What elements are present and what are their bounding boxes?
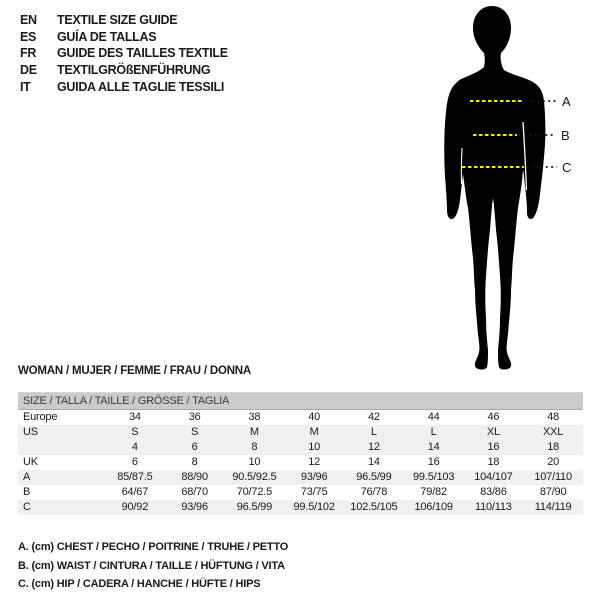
size-cell: 4 xyxy=(131,441,138,453)
size-cell: 85/87.5 xyxy=(117,471,153,483)
lang-text: TEXTILE SIZE GUIDE xyxy=(57,13,178,28)
size-cell: 93/96 xyxy=(181,501,208,513)
legend-hip: C. (cm) HIP / CADERA / HANCHE / HÜFTE / HIPS xyxy=(18,578,261,590)
size-cell: M xyxy=(309,426,319,438)
size-cell: S xyxy=(131,426,139,438)
lang-row-es xyxy=(20,29,228,46)
size-cell: 99.5/103 xyxy=(413,471,455,483)
size-cell: 83/86 xyxy=(480,486,507,498)
lang-row-en xyxy=(20,12,228,29)
size-cell: 87/90 xyxy=(539,486,567,498)
size-cell: 12 xyxy=(367,441,380,453)
size-cell: 12 xyxy=(308,456,321,468)
lang-code: DE xyxy=(20,63,37,78)
size-cell: 110/113 xyxy=(475,501,512,513)
table-row-chest xyxy=(18,470,583,485)
size-cell: 114/119 xyxy=(534,501,572,513)
table-row-hip xyxy=(18,500,583,515)
lang-text: TEXTILGRÖßENFÜHRUNG xyxy=(57,63,211,78)
size-cell: 38 xyxy=(248,411,261,423)
size-cell: 102.5/105 xyxy=(350,501,398,513)
size-cell: XL xyxy=(486,426,500,438)
size-cell: 96.5/99 xyxy=(356,471,392,483)
table-row-waist xyxy=(18,485,583,500)
size-cell: 90/92 xyxy=(121,501,149,513)
left-arm-gap-line xyxy=(461,148,462,184)
size-table-header: SIZE / TALLA / TAILLE / GRÖSSE / TAGLIA xyxy=(18,392,583,410)
marker-label-a: A xyxy=(562,94,571,109)
lang-row-it xyxy=(20,78,228,95)
lang-text: GUIDA ALLE TAGLIE TESSILI xyxy=(57,79,225,94)
row-label: Europe xyxy=(23,411,58,423)
size-cell: XXL xyxy=(543,426,564,438)
size-cell: 96.5/99 xyxy=(236,501,273,513)
size-cell: 48 xyxy=(547,411,560,423)
size-cell: 104/107 xyxy=(474,471,513,483)
lang-code: FR xyxy=(20,46,37,61)
size-cell: 93/96 xyxy=(300,471,328,483)
measurement-legend xyxy=(18,538,288,594)
legend-chest: A. (cm) CHEST / PECHO / POITRINE / TRUHE / PETTO xyxy=(18,541,289,553)
legend-waist: B. (cm) WAIST / CINTURA / TAILLE / HÜFTUNG / VITA xyxy=(18,559,285,572)
marker-label-c: C xyxy=(562,160,572,175)
row-label: A xyxy=(23,471,31,483)
language-list xyxy=(20,12,228,95)
marker-label-b: B xyxy=(561,128,570,143)
woman-silhouette xyxy=(444,6,545,370)
size-cell: 6 xyxy=(131,456,138,468)
size-cell: 10 xyxy=(248,456,261,468)
woman-silhouette-figure xyxy=(400,0,600,380)
size-cell: L xyxy=(430,426,437,438)
size-cell: 68/70 xyxy=(181,486,208,498)
size-cell: 6 xyxy=(191,441,198,453)
size-cell: 16 xyxy=(427,456,440,468)
size-cell: 14 xyxy=(367,456,380,468)
size-cell: 46 xyxy=(487,411,500,423)
size-cell: 14 xyxy=(427,441,440,453)
size-cell: 10 xyxy=(308,441,321,453)
size-cell: 107/110 xyxy=(534,471,572,483)
size-cell: 16 xyxy=(487,441,500,453)
size-cell: 88/90 xyxy=(181,471,208,483)
lang-code: ES xyxy=(20,29,37,44)
row-label: B xyxy=(23,486,31,498)
size-cell: 18 xyxy=(487,456,500,468)
size-cell: S xyxy=(191,426,199,438)
size-cell: 8 xyxy=(191,456,198,468)
lang-row-fr xyxy=(20,45,228,62)
table-title: WOMAN / MUJER / FEMME / FRAU / DONNA xyxy=(18,365,252,377)
size-cell: 44 xyxy=(427,411,440,423)
size-cell: 90.5/92.5 xyxy=(232,471,277,483)
size-cell: 106/109 xyxy=(414,501,453,513)
size-table xyxy=(18,392,583,515)
size-cell: 73/75 xyxy=(300,486,328,498)
table-row-us-numbers xyxy=(18,440,583,455)
row-label: UK xyxy=(23,456,38,468)
lang-text: GUIDE DES TAILLES TEXTILE xyxy=(57,46,228,61)
row-label xyxy=(18,440,105,455)
size-cell: 42 xyxy=(367,411,380,423)
size-cell: 40 xyxy=(308,411,321,423)
size-cell: 76/78 xyxy=(360,486,388,498)
size-cell: L xyxy=(370,426,377,438)
size-cell: 34 xyxy=(128,411,141,423)
row-label: US xyxy=(23,426,38,438)
size-cell: 36 xyxy=(188,411,201,423)
size-cell: 64/67 xyxy=(121,486,149,498)
size-cell: 70/72.5 xyxy=(236,486,273,498)
size-cell: 79/82 xyxy=(420,486,447,498)
lang-text: GUÍA DE TALLAS xyxy=(57,29,157,44)
size-cell: M xyxy=(249,426,259,438)
lang-row-de xyxy=(20,62,228,79)
size-cell: 99.5/102 xyxy=(293,501,335,513)
size-cell: 20 xyxy=(547,456,560,468)
lang-code: EN xyxy=(20,13,37,28)
leg-gap-line xyxy=(493,203,494,352)
size-cell: 8 xyxy=(251,441,258,453)
size-cell: 18 xyxy=(547,441,560,453)
table-row-europe xyxy=(18,410,583,425)
row-label: C xyxy=(23,501,31,513)
lang-code: IT xyxy=(20,79,31,94)
table-row-uk xyxy=(18,455,583,470)
table-row-us-letters xyxy=(18,425,583,440)
